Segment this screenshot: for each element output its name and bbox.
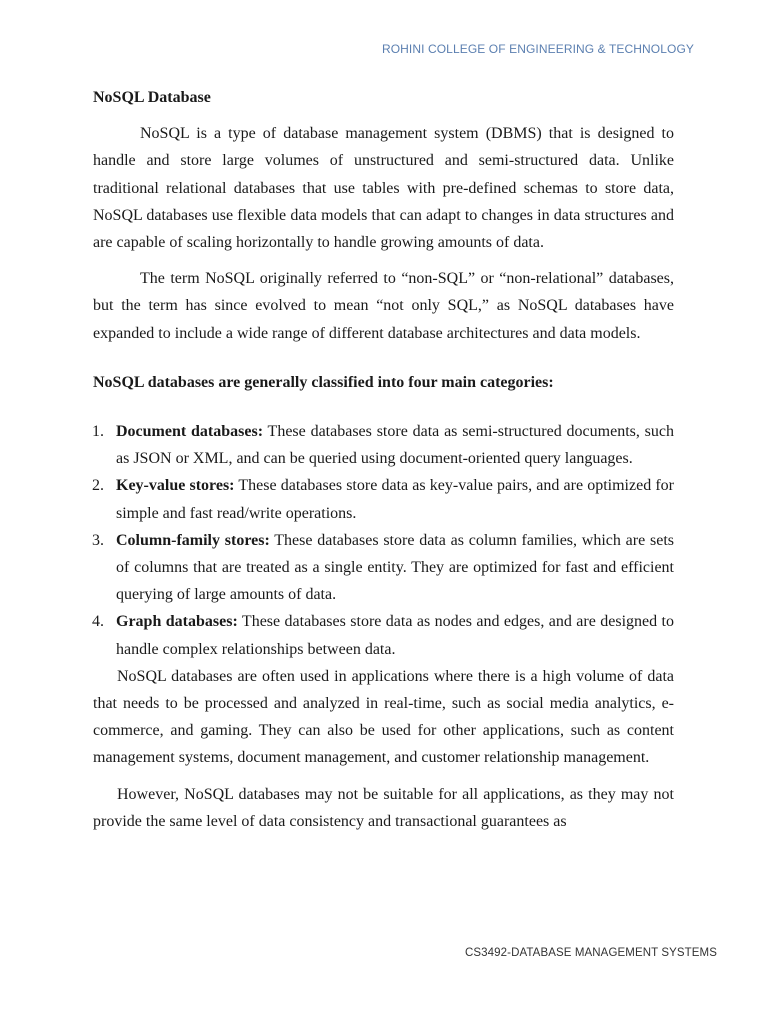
list-item-term: Graph databases: <box>116 613 238 631</box>
list-item-document-databases <box>93 418 674 472</box>
list-item-term: Column-family stores: <box>116 531 270 549</box>
categories-list <box>93 418 674 663</box>
list-item-number: 2. <box>92 477 104 495</box>
categories-heading: NoSQL databases are generally classified into four main categories: <box>93 373 554 391</box>
document-title: NoSQL Database <box>93 89 211 106</box>
list-item-key-value-stores <box>93 472 674 526</box>
list-item-column-family-stores <box>93 527 674 609</box>
closing-paragraph-1: NoSQL databases are often used in applications where there is a high volume of data that needs to be processed and analyzed in real-time, such as social media analytics, e-commerce, and gaming. They can also be used for other applications, such as content management systems, document management, and customer relationship management. <box>93 667 674 767</box>
list-item-description: These databases store data as key-value pairs, and are optimized for simple and fast read/write operations. <box>116 477 675 522</box>
page-footer-course: CS3492-DATABASE MANAGEMENT SYSTEMS <box>465 947 717 959</box>
list-item-description: These databases store data as nodes and edges, and are designed to handle complex relationships between data. <box>116 613 674 658</box>
intro-paragraph-2: The term NoSQL originally referred to “non-SQL” or “non-relational” databases, but the term has since evolved to mean “not only SQL,” as NoSQL databases have expanded to include a wide range of different database architectures and data models. <box>93 270 674 342</box>
page-header-college: ROHINI COLLEGE OF ENGINEERING & TECHNOLOGY <box>381 42 694 56</box>
list-item-term: Document databases: <box>116 423 264 441</box>
list-item-number: 3. <box>92 531 104 549</box>
list-item-description: These databases store data as semi-structured documents, such as JSON or XML, and can be queried using document-oriented query languages. <box>116 423 674 468</box>
list-item-term: Key-value stores: <box>116 477 235 495</box>
list-item-graph-databases <box>93 608 674 662</box>
document-body <box>93 84 674 835</box>
list-item-number: 1. <box>92 423 104 441</box>
intro-paragraph-1: NoSQL is a type of database management system (DBMS) that is designed to handle and store large volumes of unstructured and semi-structured data. Unlike traditional relational databases that use tables with pre-defined schemas to store data, NoSQL databases use flexible data models that can adapt to changes in data structures and are capable of scaling horizontally to handle growing amounts of data. <box>93 125 674 252</box>
closing-paragraph-2: However, NoSQL databases may not be suitable for all applications, as they may not provide the same level of data consistency and transactional guarantees as <box>93 785 674 830</box>
list-item-number: 4. <box>92 613 104 631</box>
list-item-description: These databases store data as column families, which are sets of columns that are treated as a single entity. They are optimized for fast and efficient querying of large amounts of data. <box>116 531 674 604</box>
